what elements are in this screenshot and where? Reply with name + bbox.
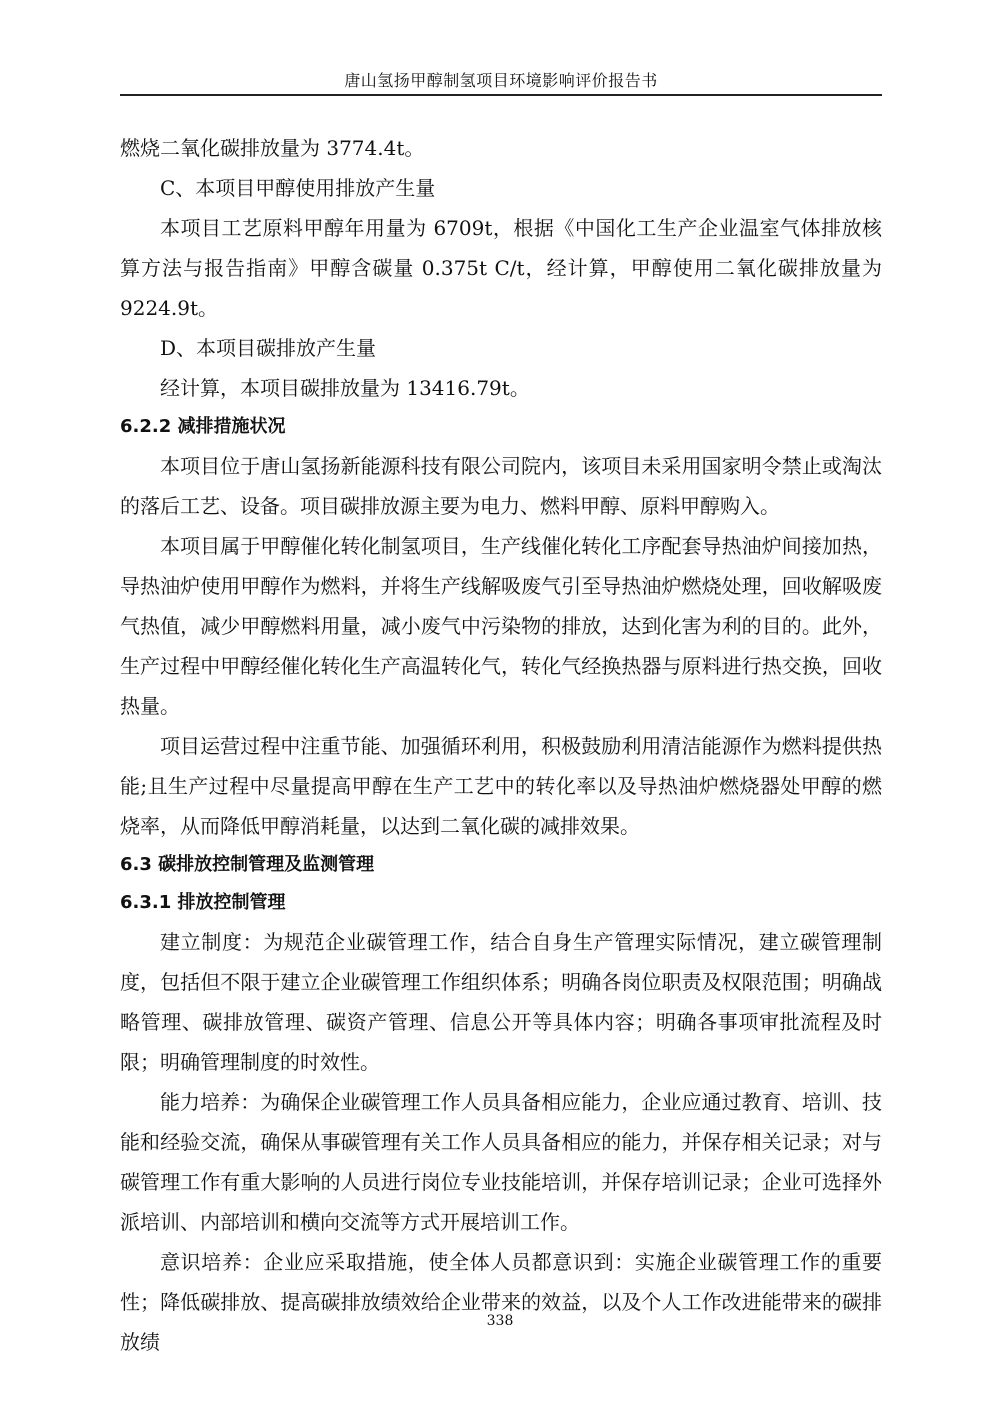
header-rule — [120, 94, 882, 96]
subsection-heading: 6.3.1 排放控制管理 — [120, 892, 286, 913]
paragraph: 意识培养：企业应采取措施，使全体人员都意识到：实施企业碳管理工作的重要性；降低碳排放、提高碳排放绩效给企业带来的效益，以及个人工作改进能带来的碳排放绩 — [120, 1250, 882, 1354]
paragraph: 项目运营过程中注重节能、加强循环利用，积极鼓励利用清洁能源作为燃料提供热能;且生产过程中尽量提高甲醇在生产工艺中的转化率以及导热油炉燃烧器处甲醇的燃烧率，从而降低甲醇消耗量，以达到二氧化碳的减排效果。 — [120, 734, 882, 838]
section-heading: 6.3 碳排放控制管理及监测管理 — [120, 854, 375, 875]
running-header: 唐山氢扬甲醇制氢项目环境影响评价报告书 — [344, 71, 658, 90]
paragraph: 本项目工艺原料甲醇年用量为 6709t，根据《中国化工生产企业温室气体排放核算方法与报告指南》甲醇含碳量 0.375t C/t，经计算，甲醇使用二氧化碳排放量为 9224.9t。 — [120, 216, 882, 320]
paragraph: 经计算，本项目碳排放量为 13416.79t。 — [160, 376, 530, 400]
section-heading: 6.2.2 减排措施状况 — [120, 416, 286, 437]
paragraph: 能力培养：为确保企业碳管理工作人员具备相应能力，企业应通过教育、培训、技能和经验交流，确保从事碳管理有关工作人员具备相应的能力，并保存相关记录；对与碳管理工作有重大影响的人员进行岗位专业技能培训，并保存培训记录；企业可选择外派培训、内部培训和横向交流等方式开展培训工作。 — [120, 1090, 882, 1234]
page-body — [120, 128, 882, 1362]
paragraph: C、本项目甲醇使用排放产生量 — [160, 176, 436, 200]
paragraph: 本项目位于唐山氢扬新能源科技有限公司院内，该项目未采用国家明令禁止或淘汰的落后工艺、设备。项目碳排放源主要为电力、燃料甲醇、原料甲醇购入。 — [120, 454, 882, 518]
paragraph: 建立制度：为规范企业碳管理工作，结合自身生产管理实际情况，建立碳管理制度，包括但不限于建立企业碳管理工作组织体系；明确各岗位职责及权限范围；明确战略管理、碳排放管理、碳资产管理、信息公开等具体内容；明确各事项审批流程及时限；明确管理制度的时效性。 — [120, 930, 882, 1074]
paragraph: 燃烧二氧化碳排放量为 3774.4t。 — [120, 136, 425, 160]
paragraph: 本项目属于甲醇催化转化制氢项目，生产线催化转化工序配套导热油炉间接加热，导热油炉使用甲醇作为燃料，并将生产线解吸废气引至导热油炉燃烧处理，回收解吸废气热值，减少甲醇燃料用量，减小废气中污染物的排放，达到化害为利的目的。此外，生产过程中甲醇经催化转化生产高温转化气，转化气经换热器与原料进行热交换，回收热量。 — [120, 534, 882, 718]
paragraph: D、本项目碳排放产生量 — [160, 336, 377, 360]
page-number: 338 — [486, 1313, 514, 1329]
